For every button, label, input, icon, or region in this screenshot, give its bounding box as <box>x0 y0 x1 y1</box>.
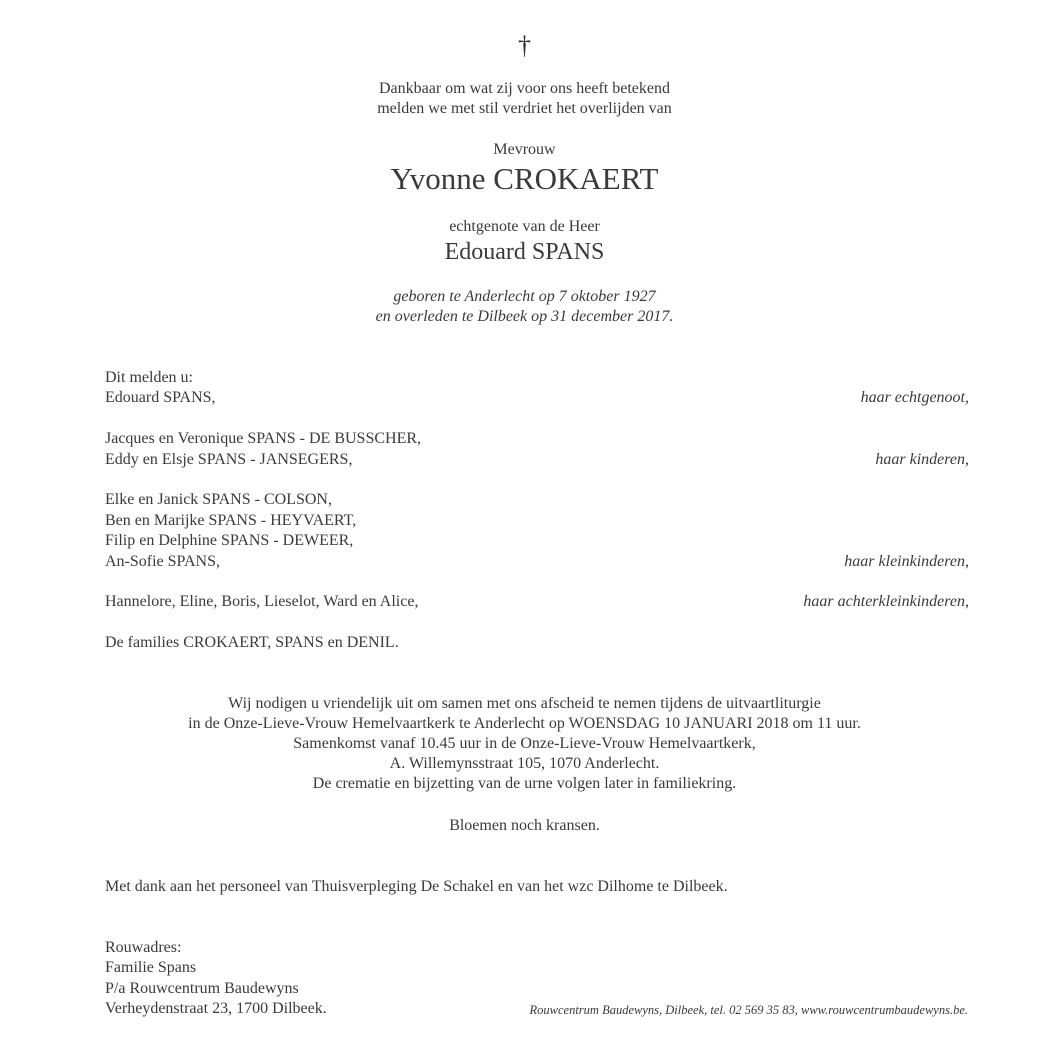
family-name: Eddy en Elsje SPANS - JANSEGERS, <box>105 450 353 468</box>
family-name: Jacques en Veronique SPANS - DE BUSSCHER, <box>105 430 422 448</box>
death-line: en overleden te Dilbeek op 31 december 2017. <box>375 308 674 325</box>
family-relation: haar achterkleinkinderen, <box>803 593 969 611</box>
family-relation: haar echtgenoot, <box>860 389 969 407</box>
family-row <box>105 633 969 653</box>
family-row <box>105 388 969 408</box>
cross-icon: † <box>518 31 531 60</box>
family-row <box>105 592 969 612</box>
family-relation: haar kleinkinderen, <box>844 552 969 570</box>
family-row <box>105 429 969 449</box>
family-name: Ben en Marijke SPANS - HEYVAERT, <box>105 511 357 529</box>
intro-line: Dankbaar om wat zij voor ons heeft betekend <box>378 80 670 97</box>
family-name: Elke en Janick SPANS - COLSON, <box>105 491 332 509</box>
address-line: Verheydenstraat 23, 1700 Dilbeek. <box>105 1000 327 1018</box>
family-row <box>105 490 969 510</box>
family-row <box>105 511 969 531</box>
invitation-line: in de Onze-Lieve-Vrouw Hemelvaartkerk te Anderlecht op WOENSDAG 10 JANUARI 2018 om 11 uur. <box>188 715 861 732</box>
family-row <box>105 450 969 470</box>
address-line: Familie Spans <box>105 959 197 977</box>
invitation-line: Samenkomst vanaf 10.45 uur in de Onze-Lieve-Vrouw Hemelvaartkerk, <box>293 735 756 752</box>
address-line: P/a Rouwcentrum Baudewyns <box>105 979 299 997</box>
family-name: Hannelore, Eline, Boris, Lieselot, Ward en Alice, <box>105 593 419 611</box>
funeral-home-footer: Rouwcentrum Baudewyns, Dilbeek, tel. 02 569 35 83, www.rouwcentrumbaudewyns.be. <box>529 1003 968 1017</box>
deceased-name: Yvonne CROKAERT <box>390 161 659 196</box>
intro-line: melden we met stil verdriet het overlijden van <box>377 100 672 117</box>
family-heading <box>105 368 969 388</box>
thanks-note: Met dank aan het personeel van Thuisverpleging De Schakel en van het wzc Dilhome te Dilbeek. <box>105 878 728 895</box>
flowers-note: Bloemen noch kransen. <box>449 817 600 834</box>
family-relation: haar kinderen, <box>875 450 969 468</box>
family-heading-text: Dit melden u: <box>105 369 193 386</box>
invitation-line: A. Willemynsstraat 105, 1070 Anderlecht. <box>389 755 660 772</box>
family-name: An-Sofie SPANS, <box>105 552 220 570</box>
family-name: De families CROKAERT, SPANS en DENIL. <box>105 634 399 652</box>
spouse-name: Edouard SPANS <box>444 239 605 265</box>
family-row <box>105 531 969 551</box>
family-name: Filip en Delphine SPANS - DEWEER, <box>105 532 354 550</box>
deceased-title: Mevrouw <box>493 141 556 158</box>
mourning-address <box>105 938 327 1020</box>
family-name: Edouard SPANS, <box>105 389 216 407</box>
family-list <box>105 368 969 653</box>
family-row <box>105 552 969 572</box>
address-line: Rouwadres: <box>105 939 182 956</box>
birth-line: geboren te Anderlecht op 7 oktober 1927 <box>393 288 656 305</box>
spouse-relation: echtgenote van de Heer <box>449 218 600 235</box>
invitation-line: De crematie en bijzetting van de urne volgen later in familiekring. <box>312 775 737 792</box>
intro-text <box>0 79 1049 119</box>
life-dates <box>0 287 1049 327</box>
invitation-text <box>0 694 1049 794</box>
invitation-line: Wij nodigen u vriendelijk uit om samen met ons afscheid te nemen tijdens de uitvaartliturgie <box>228 695 821 712</box>
